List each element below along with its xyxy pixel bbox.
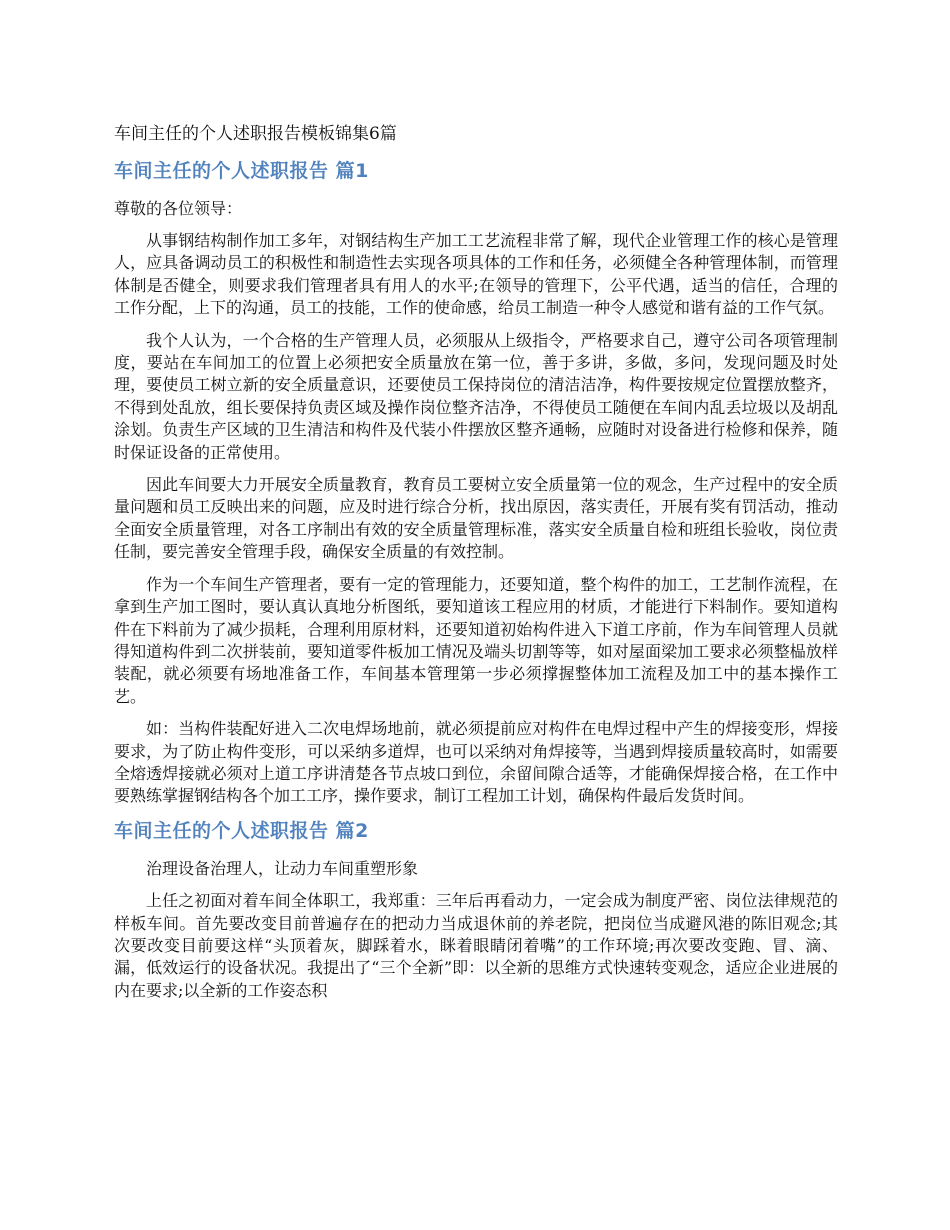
section-1 — [114, 158, 838, 808]
paragraph: 从事钢结构制作加工多年，对钢结构生产加工工艺流程非常了解，现代企业管理工作的核心是管理人，应具备调动员工的积极性和制造性去实现各项具体的工作和任务，必须健全各种管理体制，而管理体制是否健全，则要求我们管理者具有用人的水平;在领导的管理下，公平代遇，适当的信任，合理的工作分配，上下的沟通，员工的技能，工作的使命感，给员工制造一种令人感觉和谐有益的工作气氛。 — [114, 231, 838, 318]
section-heading: 车间主任的个人述职报告 篇1 — [114, 160, 369, 182]
document-title: 车间主任的个人述职报告模板锦集6篇 — [114, 124, 397, 144]
paragraph: 我个人认为，一个合格的生产管理人员，必须服从上级指令，严格要求自己，遵守公司各项管理制度，要站在车间加工的位置上必须把安全质量放在第一位，善于多讲，多做，多问，发现问题及时处理，要使员工树立新的安全质量意识，还要使员工保持岗位的清洁洁净，构件要按规定位置摆放整齐，不得到处乱放，组长要保持负责区域及操作岗位整齐洁净，不得使员工随便在车间内乱丢垃圾以及胡乱涂划。负责生产区域的卫生清洁和构件及代装小件摆放区整齐通畅，应随时对设备进行检修和保养，随时保证设备的正常使用。 — [114, 330, 838, 462]
section-2 — [114, 818, 838, 1002]
paragraph: 如：当构件装配好进入二次电焊场地前，就必须提前应对构件在电焊过程中产生的焊接变形，焊接要求，为了防止构件变形，可以采纳多道焊，也可以采纳对角焊接等，当遇到焊接质量较高时，如需要全熔透焊接就必须对上道工序讲清楚各节点坡口到位，余留间隙合适等，才能确保焊接合格，在工作中要熟练掌握钢结构各个加工工序，操作要求，制订工程加工计划，确保构件最后发货时间。 — [114, 719, 838, 806]
section-heading: 车间主任的个人述职报告 篇2 — [114, 819, 369, 842]
paragraph: 上任之初面对着车间全体职工，我郑重：三年后再看动力，一定会成为制度严密、岗位法律规范的样板车间。首先要改变目前普遍存在的把动力当成退休前的养老院，把岗位当成避风港的陈旧观念;其次要改变目前要这样“头顶着灰，脚踩着水，眯着眼睛闭着嘴”的工作环境;再次要改变跑、冒、滴、漏，低效运行的设备状况。我提出了“三个全新”即：以全新的思维方式快速转变观念，适应企业进展的内在要求;以全新的工作姿态积 — [114, 891, 838, 1000]
paragraph: 作为一个车间生产管理者，要有一定的管理能力，还要知道，整个构件的加工，工艺制作流程，在拿到生产加工图时，要认真认真地分析图纸，要知道该工程应用的材质，才能进行下料制作。要知道构件在下料前为了减少损耗，合理利用原材料，还要知道初始构件进入下道工序前，作为车间管理人员就得知道构件到二次拼装前，要知道零件板加工情况及端头切割等等，如对屋面梁加工要求必须整榀放样装配，就必须要有场地准备工作，车间基本管理第一步必须撑握整体加工流程及加工中的基本操作工艺。 — [114, 574, 838, 706]
paragraph: 因此车间要大力开展安全质量教育，教育员工要树立安全质量第一位的观念，生产过程中的安全质量问题和员工反映出来的问题，应及时进行综合分析，找出原因，落实责任，开展有奖有罚活动，推动全面安全质量管理，对各工序制出有效的安全质量管理标准，落实安全质量自检和班组长验收，岗位责任制，要完善安全管理手段，确保安全质量的有效控制。 — [114, 475, 838, 562]
greeting: 尊敬的各位领导： — [114, 199, 243, 218]
paragraph: 治理设备治理人，让动力车间重塑形象 — [146, 858, 419, 878]
document-page — [114, 122, 838, 1012]
